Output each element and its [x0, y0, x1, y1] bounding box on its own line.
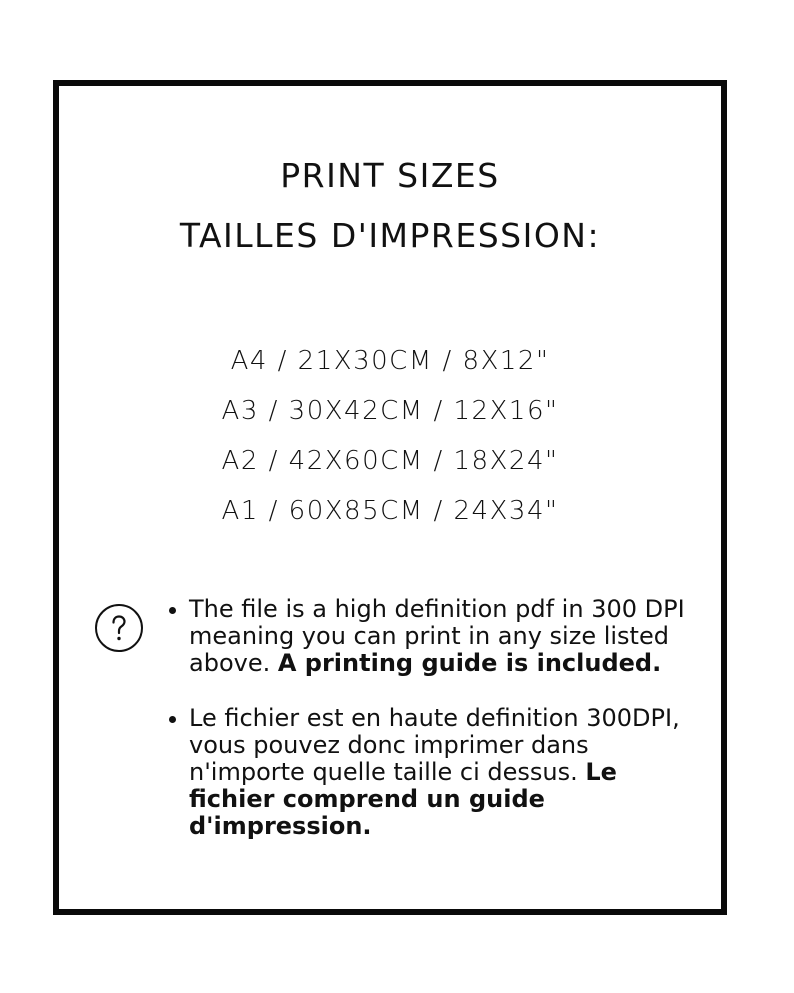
heading-french: TAILLES D'IMPRESSION:	[179, 216, 601, 255]
heading-english: PRINT SIZES	[280, 156, 500, 195]
note-french	[165, 705, 705, 840]
print-sizes-list	[59, 336, 721, 536]
info-notes-list	[165, 596, 705, 840]
size-a4: A4 / 21X30CM / 8X12"	[230, 346, 550, 376]
note-english	[165, 596, 705, 677]
size-a3: A3 / 30X42CM / 12X16"	[221, 396, 559, 426]
size-a2: A2 / 42X60CM / 18X24"	[221, 446, 559, 476]
note-french-bold: Le fichier comprend un guide d'impression.	[189, 758, 617, 840]
size-a1: A1 / 60X85CM / 24X34"	[221, 496, 559, 526]
question-mark-glyph	[97, 606, 141, 650]
page-frame	[53, 80, 727, 915]
question-mark-circle-icon	[95, 604, 143, 652]
note-english-text: The file is a high definition pdf in 300 DPI meaning you can print in any size listed above.	[189, 595, 685, 677]
note-english-bold: A printing guide is included.	[277, 649, 662, 677]
note-french-text: Le fichier est en haute definition 300DPI, vous pouvez donc imprimer dans n'importe quelle taille ci dessus.	[189, 704, 680, 786]
